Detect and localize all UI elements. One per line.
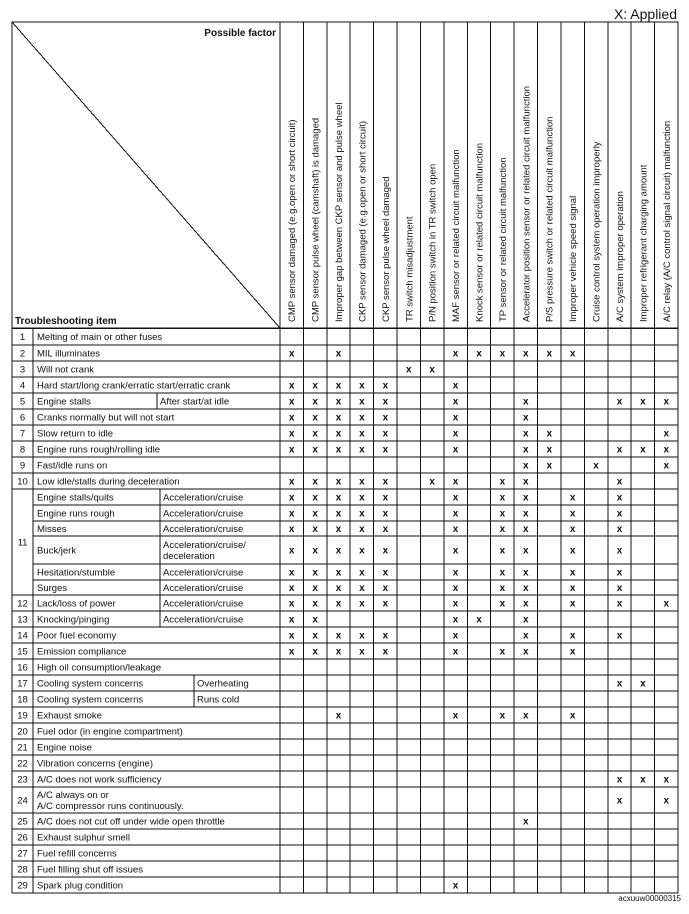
factor-label: CMP sensor damaged (e.g.open or short circuit) bbox=[287, 119, 299, 322]
applied-mark: x bbox=[335, 380, 342, 392]
factor-label: CMP sensor pulse wheel (camshaft) is damaged bbox=[310, 117, 322, 322]
applied-mark: x bbox=[452, 476, 459, 488]
applied-mark: x bbox=[616, 598, 623, 610]
applied-mark: x bbox=[312, 492, 318, 504]
applied-mark: x bbox=[663, 460, 670, 472]
applied-mark: x bbox=[663, 396, 670, 408]
applied-mark: x bbox=[382, 492, 389, 504]
row-condition: Acceleration/cruise/ bbox=[163, 540, 246, 551]
applied-mark: x bbox=[288, 614, 295, 626]
applied-mark: x bbox=[523, 476, 529, 488]
row-condition: Acceleration/cruise bbox=[163, 598, 244, 610]
applied-mark: x bbox=[288, 583, 295, 594]
applied-mark: x bbox=[616, 444, 623, 456]
row-number: 2 bbox=[19, 348, 26, 360]
applied-mark: x bbox=[523, 396, 529, 408]
factor-label: Cruise control system operation improperly bbox=[591, 141, 603, 322]
applied-mark: x bbox=[499, 524, 506, 535]
applied-mark: x bbox=[616, 545, 623, 557]
applied-mark: x bbox=[382, 567, 389, 579]
row-condition: Overheating bbox=[197, 678, 249, 690]
factor-label: CKP sensor pulse wheel damaged bbox=[380, 176, 392, 322]
applied-mark: x bbox=[335, 348, 342, 360]
applied-mark: x bbox=[359, 380, 365, 392]
applied-mark: x bbox=[288, 567, 295, 579]
applied-mark: x bbox=[335, 444, 342, 456]
row-item: Emission compliance bbox=[37, 646, 127, 658]
applied-mark: x bbox=[359, 583, 365, 594]
applied-mark: x bbox=[382, 380, 389, 392]
applied-mark: x bbox=[523, 567, 529, 579]
applied-mark: x bbox=[569, 630, 576, 642]
applied-mark: x bbox=[523, 646, 529, 658]
row-item: Spark plug condition bbox=[37, 880, 124, 892]
applied-mark: x bbox=[382, 508, 389, 520]
applied-mark: x bbox=[359, 492, 365, 504]
row-item: Poor fuel economy bbox=[37, 630, 117, 642]
row-number: 26 bbox=[17, 832, 28, 844]
applied-mark: x bbox=[499, 492, 506, 504]
factor-label: CKP sensor damaged (e.g.open or short circuit) bbox=[357, 120, 369, 322]
troubleshooting-item-header: Troubleshooting item bbox=[15, 316, 117, 327]
row-item: Engine stalls/quits bbox=[37, 492, 114, 504]
row-number: 25 bbox=[17, 816, 28, 828]
applied-mark: x bbox=[523, 816, 529, 828]
applied-mark: x bbox=[288, 348, 295, 360]
applied-mark: x bbox=[312, 646, 318, 658]
applied-mark: x bbox=[640, 396, 646, 408]
row-number: 28 bbox=[17, 864, 28, 876]
row-condition-cont: deceleration bbox=[163, 551, 215, 562]
row-number: 19 bbox=[17, 710, 28, 722]
applied-mark: x bbox=[335, 428, 342, 440]
applied-mark: x bbox=[452, 583, 459, 594]
row-number: 21 bbox=[17, 742, 28, 754]
row-number: 6 bbox=[19, 412, 26, 424]
applied-mark: x bbox=[523, 444, 529, 456]
row-item: Fast/idle runs on bbox=[37, 460, 108, 472]
applied-mark: x bbox=[335, 492, 342, 504]
applied-mark: x bbox=[312, 583, 318, 594]
applied-mark: x bbox=[640, 774, 646, 786]
applied-mark: x bbox=[523, 630, 529, 642]
applied-mark: x bbox=[476, 614, 482, 626]
row-item: Buck/jerk bbox=[37, 545, 77, 557]
applied-mark: x bbox=[312, 396, 318, 408]
factor-label: Improper gap between CKP sensor and pulse wheel bbox=[334, 102, 346, 322]
applied-mark: x bbox=[288, 508, 295, 520]
header-diagonal-line bbox=[12, 22, 280, 328]
applied-mark: x bbox=[452, 880, 459, 892]
applied-mark: x bbox=[312, 380, 318, 392]
applied-mark: x bbox=[382, 630, 389, 642]
applied-mark: x bbox=[359, 630, 365, 642]
row-item: High oil consumption/leakage bbox=[37, 662, 162, 674]
row-number: 20 bbox=[17, 726, 28, 738]
applied-mark: x bbox=[452, 348, 459, 360]
applied-mark: x bbox=[476, 348, 482, 360]
applied-mark: x bbox=[569, 583, 576, 594]
applied-mark: x bbox=[359, 508, 365, 520]
row-item: Fuel refill concerns bbox=[37, 848, 117, 860]
applied-mark: x bbox=[335, 545, 342, 557]
row-item: Engine stalls bbox=[37, 396, 91, 408]
row-number: 12 bbox=[17, 598, 28, 610]
row-item: Cooling system concerns bbox=[37, 694, 144, 706]
applied-mark: x bbox=[288, 444, 295, 456]
applied-mark: x bbox=[288, 598, 295, 610]
applied-mark: x bbox=[382, 412, 389, 424]
applied-mark: x bbox=[288, 545, 295, 557]
applied-mark: x bbox=[359, 567, 365, 579]
applied-mark: x bbox=[452, 524, 459, 535]
applied-mark: x bbox=[335, 630, 342, 642]
row-item: A/C does not work sufficiency bbox=[37, 774, 162, 786]
applied-mark: x bbox=[523, 348, 529, 360]
row-condition: Acceleration/cruise bbox=[163, 508, 244, 520]
applied-mark: x bbox=[312, 614, 318, 626]
applied-mark: x bbox=[312, 412, 318, 424]
applied-mark: x bbox=[429, 476, 435, 488]
applied-mark: x bbox=[640, 444, 646, 456]
applied-mark: x bbox=[382, 598, 389, 610]
applied-mark: x bbox=[616, 476, 623, 488]
applied-mark: x bbox=[616, 396, 623, 408]
row-item: Lack/loss of power bbox=[37, 598, 116, 610]
applied-mark: x bbox=[312, 630, 318, 642]
factor-label: A/C system improper operation bbox=[614, 191, 626, 322]
applied-mark: x bbox=[523, 524, 529, 535]
applied-mark: x bbox=[616, 508, 623, 520]
applied-mark: x bbox=[569, 348, 576, 360]
applied-mark: x bbox=[359, 524, 365, 535]
row-number: 17 bbox=[17, 678, 28, 690]
applied-mark: x bbox=[382, 428, 389, 440]
row-number: 4 bbox=[19, 380, 26, 392]
factor-label: P/S pressure switch or related circuit malfunction bbox=[544, 116, 556, 322]
row-item: Surges bbox=[37, 583, 68, 594]
row-condition: After start/at idle bbox=[160, 396, 230, 408]
applied-mark: x bbox=[499, 598, 506, 610]
applied-mark: x bbox=[569, 567, 576, 579]
legend: X: Applied bbox=[613, 6, 677, 22]
applied-mark: x bbox=[382, 396, 389, 408]
document-id: acxuuw00000315 bbox=[618, 894, 681, 903]
applied-mark: x bbox=[523, 492, 529, 504]
applied-mark: x bbox=[335, 583, 342, 594]
row-item: Fuel filling shut off issues bbox=[37, 864, 143, 876]
row-item: Cranks normally but will not start bbox=[37, 412, 175, 424]
applied-mark: x bbox=[523, 614, 529, 626]
row-item: Cooling system concerns bbox=[37, 678, 144, 690]
applied-mark: x bbox=[452, 545, 459, 557]
applied-mark: x bbox=[312, 428, 318, 440]
applied-mark: x bbox=[359, 545, 365, 557]
applied-mark: x bbox=[616, 567, 623, 579]
factor-label: Improper refrigerant charging amount bbox=[638, 164, 650, 322]
applied-mark: x bbox=[382, 646, 389, 658]
applied-mark: x bbox=[452, 710, 459, 722]
row-item: Fuel odor (in engine compartment) bbox=[37, 726, 183, 738]
applied-mark: x bbox=[452, 396, 459, 408]
applied-mark: x bbox=[382, 545, 389, 557]
row-item: Knocking/pinging bbox=[37, 614, 110, 626]
row-item: Engine runs rough bbox=[37, 508, 115, 520]
row-item: Exhaust sulphur smell bbox=[37, 832, 130, 844]
factor-label: Knock sensor or related circuit malfunction bbox=[474, 143, 486, 322]
row-item: Will not crank bbox=[37, 364, 95, 376]
row-item: MIL illuminates bbox=[37, 348, 101, 360]
applied-mark: x bbox=[452, 614, 459, 626]
applied-mark: x bbox=[499, 508, 506, 520]
applied-mark: x bbox=[359, 646, 365, 658]
applied-mark: x bbox=[288, 646, 295, 658]
applied-mark: x bbox=[288, 428, 295, 440]
factor-label: P/N position switch in TR switch open bbox=[427, 163, 439, 322]
applied-mark: x bbox=[452, 598, 459, 610]
applied-mark: x bbox=[523, 545, 529, 557]
factor-label: Improper vehicle speed signal bbox=[568, 195, 580, 322]
applied-mark: x bbox=[288, 412, 295, 424]
applied-mark: x bbox=[663, 598, 670, 610]
applied-mark: x bbox=[288, 524, 295, 535]
applied-mark: x bbox=[335, 567, 342, 579]
applied-mark: x bbox=[616, 774, 623, 786]
applied-mark: x bbox=[523, 460, 529, 472]
applied-mark: x bbox=[335, 524, 342, 535]
applied-mark: x bbox=[312, 567, 318, 579]
row-number: 11 bbox=[17, 537, 28, 549]
applied-mark: x bbox=[429, 364, 435, 376]
row-item: Misses bbox=[37, 524, 67, 535]
applied-mark: x bbox=[546, 444, 553, 456]
applied-mark: x bbox=[616, 795, 623, 807]
applied-mark: x bbox=[499, 476, 506, 488]
applied-mark: x bbox=[569, 646, 576, 658]
row-item: Hesitation/stumble bbox=[37, 567, 116, 579]
row-item: A/C always on or bbox=[37, 790, 109, 801]
row-number: 27 bbox=[17, 848, 28, 860]
applied-mark: x bbox=[569, 508, 576, 520]
applied-mark: x bbox=[335, 598, 342, 610]
row-item: A/C does not cut off under wide open throttle bbox=[37, 816, 225, 828]
applied-mark: x bbox=[452, 567, 459, 579]
applied-mark: x bbox=[288, 396, 295, 408]
row-item: Low idle/stalls during deceleration bbox=[37, 476, 180, 488]
row-number: 13 bbox=[17, 614, 28, 626]
row-item-cont: A/C compressor runs continuously. bbox=[37, 801, 184, 812]
applied-mark: x bbox=[359, 444, 365, 456]
applied-mark: x bbox=[569, 710, 576, 722]
applied-mark: x bbox=[312, 545, 318, 557]
row-number: 16 bbox=[17, 662, 28, 674]
row-item: Melting of main or other fuses bbox=[37, 332, 163, 343]
applied-mark: x bbox=[288, 630, 295, 642]
applied-mark: x bbox=[546, 460, 553, 472]
row-number: 9 bbox=[19, 460, 26, 472]
applied-mark: x bbox=[616, 524, 623, 535]
applied-mark: x bbox=[335, 646, 342, 658]
applied-mark: x bbox=[616, 630, 623, 642]
applied-mark: x bbox=[288, 380, 295, 392]
applied-mark: x bbox=[335, 710, 342, 722]
applied-mark: x bbox=[452, 380, 459, 392]
applied-mark: x bbox=[359, 396, 365, 408]
applied-mark: x bbox=[312, 524, 318, 535]
applied-mark: x bbox=[382, 444, 389, 456]
possible-factor-header: Possible factor bbox=[204, 28, 276, 39]
applied-mark: x bbox=[335, 412, 342, 424]
row-item: Slow return to idle bbox=[37, 428, 114, 440]
row-condition: Acceleration/cruise bbox=[163, 614, 244, 626]
applied-mark: x bbox=[663, 795, 670, 807]
applied-mark: x bbox=[359, 476, 365, 488]
applied-mark: x bbox=[359, 598, 365, 610]
applied-mark: x bbox=[312, 598, 318, 610]
applied-mark: x bbox=[359, 428, 365, 440]
row-item: Exhaust smoke bbox=[37, 710, 102, 722]
applied-mark: x bbox=[569, 598, 576, 610]
applied-mark: x bbox=[312, 508, 318, 520]
applied-mark: x bbox=[359, 412, 365, 424]
applied-mark: x bbox=[523, 583, 529, 594]
row-number: 29 bbox=[17, 880, 28, 892]
applied-mark: x bbox=[452, 630, 459, 642]
applied-mark: x bbox=[499, 545, 506, 557]
applied-mark: x bbox=[523, 710, 529, 722]
applied-mark: x bbox=[312, 476, 318, 488]
applied-mark: x bbox=[523, 508, 529, 520]
applied-mark: x bbox=[663, 428, 670, 440]
applied-mark: x bbox=[569, 524, 576, 535]
row-item: Vibration concerns (engine) bbox=[37, 758, 154, 770]
applied-mark: x bbox=[569, 492, 576, 504]
row-condition: Runs cold bbox=[197, 694, 240, 706]
applied-mark: x bbox=[523, 412, 529, 424]
factor-label: Accelerator position sensor or related circuit malfunction bbox=[521, 85, 533, 322]
row-number: 7 bbox=[19, 428, 26, 440]
applied-mark: x bbox=[616, 583, 623, 594]
applied-mark: x bbox=[335, 508, 342, 520]
row-number: 15 bbox=[17, 646, 28, 658]
applied-mark: x bbox=[499, 710, 506, 722]
applied-mark: x bbox=[499, 583, 506, 594]
applied-mark: x bbox=[452, 508, 459, 520]
row-number: 23 bbox=[17, 774, 28, 786]
factor-label: A/C relay (A/C control signal circuit) malfunction bbox=[661, 120, 673, 322]
applied-mark: x bbox=[546, 348, 553, 360]
applied-mark: x bbox=[335, 396, 342, 408]
row-number: 3 bbox=[19, 364, 26, 376]
row-number: 10 bbox=[17, 476, 28, 488]
applied-mark: x bbox=[663, 444, 670, 456]
applied-mark: x bbox=[523, 598, 529, 610]
applied-mark: x bbox=[499, 646, 506, 658]
row-item: Engine noise bbox=[37, 742, 92, 754]
applied-mark: x bbox=[382, 524, 389, 535]
applied-mark: x bbox=[546, 428, 553, 440]
factor-label: TR switch misadjustment bbox=[404, 216, 416, 322]
applied-mark: x bbox=[640, 678, 646, 690]
row-number: 8 bbox=[19, 444, 26, 456]
applied-mark: x bbox=[616, 492, 623, 504]
applied-mark: x bbox=[405, 364, 412, 376]
row-condition: Acceleration/cruise bbox=[163, 492, 244, 504]
applied-mark: x bbox=[452, 444, 459, 456]
applied-mark: x bbox=[452, 492, 459, 504]
applied-mark: x bbox=[499, 348, 506, 360]
applied-mark: x bbox=[593, 460, 599, 472]
factor-label: MAF sensor or related circuit malfunction bbox=[451, 149, 463, 322]
applied-mark: x bbox=[312, 444, 318, 456]
applied-mark: x bbox=[335, 476, 342, 488]
applied-mark: x bbox=[569, 545, 576, 557]
row-number: 22 bbox=[17, 758, 28, 770]
row-condition: Acceleration/cruise bbox=[163, 583, 244, 594]
row-number: 1 bbox=[19, 332, 26, 343]
applied-mark: x bbox=[616, 678, 623, 690]
applied-mark: x bbox=[452, 646, 459, 658]
row-number: 18 bbox=[17, 694, 28, 706]
applied-mark: x bbox=[382, 583, 389, 594]
applied-mark: x bbox=[663, 774, 670, 786]
row-item: Hard start/long crank/erratic start/erratic crank bbox=[37, 380, 231, 392]
row-item: Engine runs rough/rolling idle bbox=[37, 444, 161, 456]
row-number: 14 bbox=[17, 630, 28, 642]
row-number: 5 bbox=[19, 396, 26, 408]
applied-mark: x bbox=[288, 492, 295, 504]
applied-mark: x bbox=[452, 428, 459, 440]
applied-mark: x bbox=[499, 567, 506, 579]
row-condition: Acceleration/cruise bbox=[163, 567, 244, 579]
applied-mark: x bbox=[523, 428, 529, 440]
factor-label: TP sensor or related circuit malfunction bbox=[497, 157, 509, 322]
applied-mark: x bbox=[288, 476, 295, 488]
applied-mark: x bbox=[382, 476, 389, 488]
row-number: 24 bbox=[17, 795, 28, 807]
applied-mark: x bbox=[452, 412, 459, 424]
row-condition: Acceleration/cruise bbox=[163, 524, 244, 535]
